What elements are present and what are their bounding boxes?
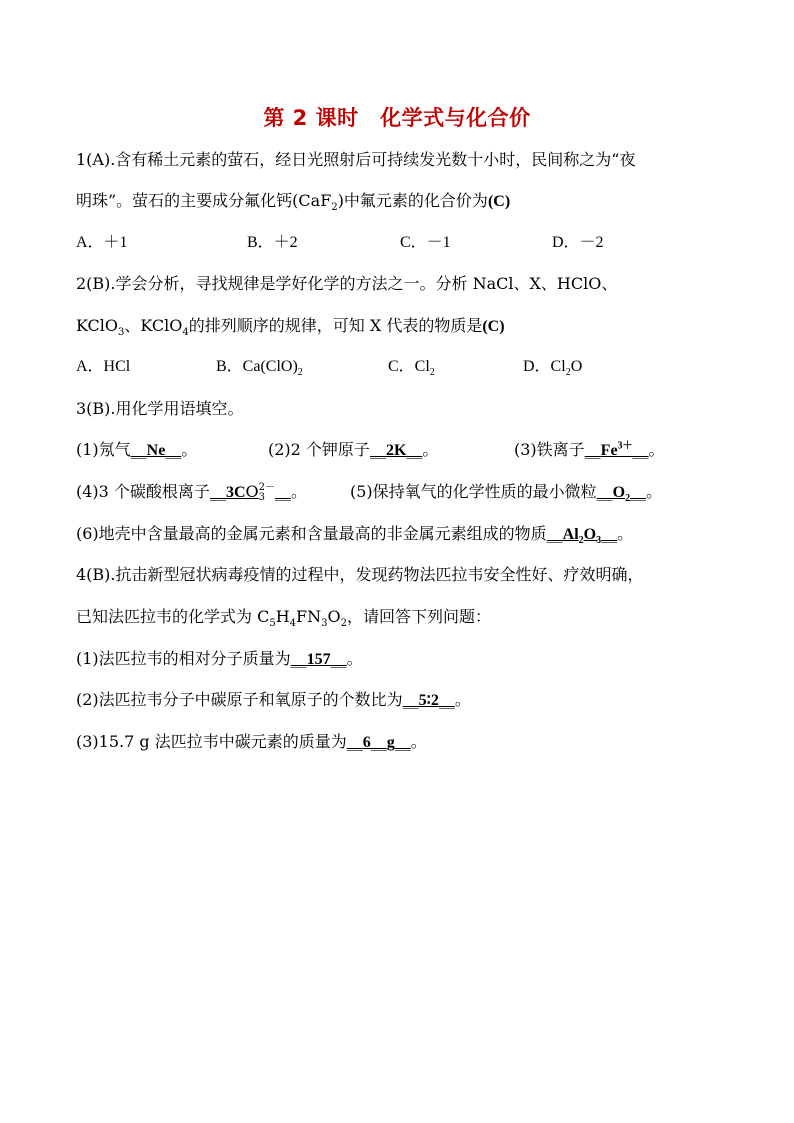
q3-answer-6: $\_\_Al_2O_3\_\_$ xyxy=(546,524,618,547)
q3-item-6: (6)地壳中含量最高的金属元素和含量最高的非金属元素组成的物质$\_\_Al_2O_3\_\_$。 xyxy=(76,524,634,547)
q4-answer-2: __5∶2__ xyxy=(402,690,455,709)
q3-answer-5: $\_\_O_2\_\_$ xyxy=(596,482,647,505)
q3-answer-2: __2K__ xyxy=(369,440,423,459)
q1-option-b: B．＋2 xyxy=(247,234,298,251)
q2-option-b: B．$Ca(ClO)_2$ xyxy=(216,358,303,379)
q3-item-4: (4)3 个碳酸根离子__3CO 2－ 3 __。 xyxy=(76,481,308,503)
q1-option-a: A．＋1 xyxy=(76,234,128,251)
q4-item-3: (3)15.7 g 法匹拉韦中碳元素的质量为__6__g__。 xyxy=(76,732,427,751)
q2-option-a: A．HCl xyxy=(76,358,131,375)
q3-item-5: (5)保持氧气的化学性质的最小微粒$\_\_O_2\_\_$。 xyxy=(350,482,663,505)
q3-item-1: (1)氖气__Ne__。 xyxy=(76,440,198,459)
q1-line-2: 明珠”。萤石的主要成分氟化钙(CaF$_2$)中氟元素的化合价为(C) xyxy=(76,191,511,214)
q2-option-c: C．$Cl_2$ xyxy=(388,358,435,379)
q4-item-1: (1)法匹拉韦的相对分子质量为__157__。 xyxy=(76,649,363,668)
q1-option-c: C．－1 xyxy=(400,234,451,251)
q1-answer: (C) xyxy=(487,193,511,210)
q4-answer-1: __157__ xyxy=(290,649,347,668)
q4-line-1: 4(B).抗击新型冠状病毒疫情的过程中，发现药物法匹拉韦安全性好、疗效明确， xyxy=(76,565,644,584)
q3-item-2: (2)2 个钾原子__2K__。 xyxy=(268,440,439,459)
q3-answer-1: __Ne__ xyxy=(130,440,182,459)
q3-item-3: (3)铁离子$\_\_Fe^{3+}\_\_$。 xyxy=(514,440,665,459)
q2-option-d: D．$Cl_2O$ xyxy=(523,358,583,379)
q3-stem: 3(B).用化学用语填空。 xyxy=(76,399,244,418)
q4-answer-3: __6__g__ xyxy=(346,732,411,751)
q3-answer-4: __3CO 2－ 3 __ xyxy=(209,481,291,503)
page-title: 第 2 课时 化学式与化合价 xyxy=(263,106,531,130)
q3-answer-3: $\_\_Fe^{3+}\_\_$ xyxy=(584,440,649,459)
q2-line-2: KClO$_3$、KClO$_4$的排列顺序的规律，可知 X 代表的物质是(C) xyxy=(76,316,505,339)
q2-line-1: 2(B).学会分析，寻找规律是学好化学的方法之一。分析 NaCl、X、HClO、 xyxy=(76,274,618,293)
q4-item-2: (2)法匹拉韦分子中碳原子和氧原子的个数比为__5∶2__。 xyxy=(76,690,471,709)
q2-answer: (C) xyxy=(482,318,505,335)
q4-line-2: 已知法匹拉韦的化学式为 $C_5H_4FN_3O_2$，请回答下列问题： xyxy=(76,607,492,630)
q1-option-d: D．－2 xyxy=(552,234,604,251)
q1-line-1: 1(A).含有稀土元素的萤石，经日光照射后可持续发光数十小时，民间称之为“夜 xyxy=(76,150,636,169)
